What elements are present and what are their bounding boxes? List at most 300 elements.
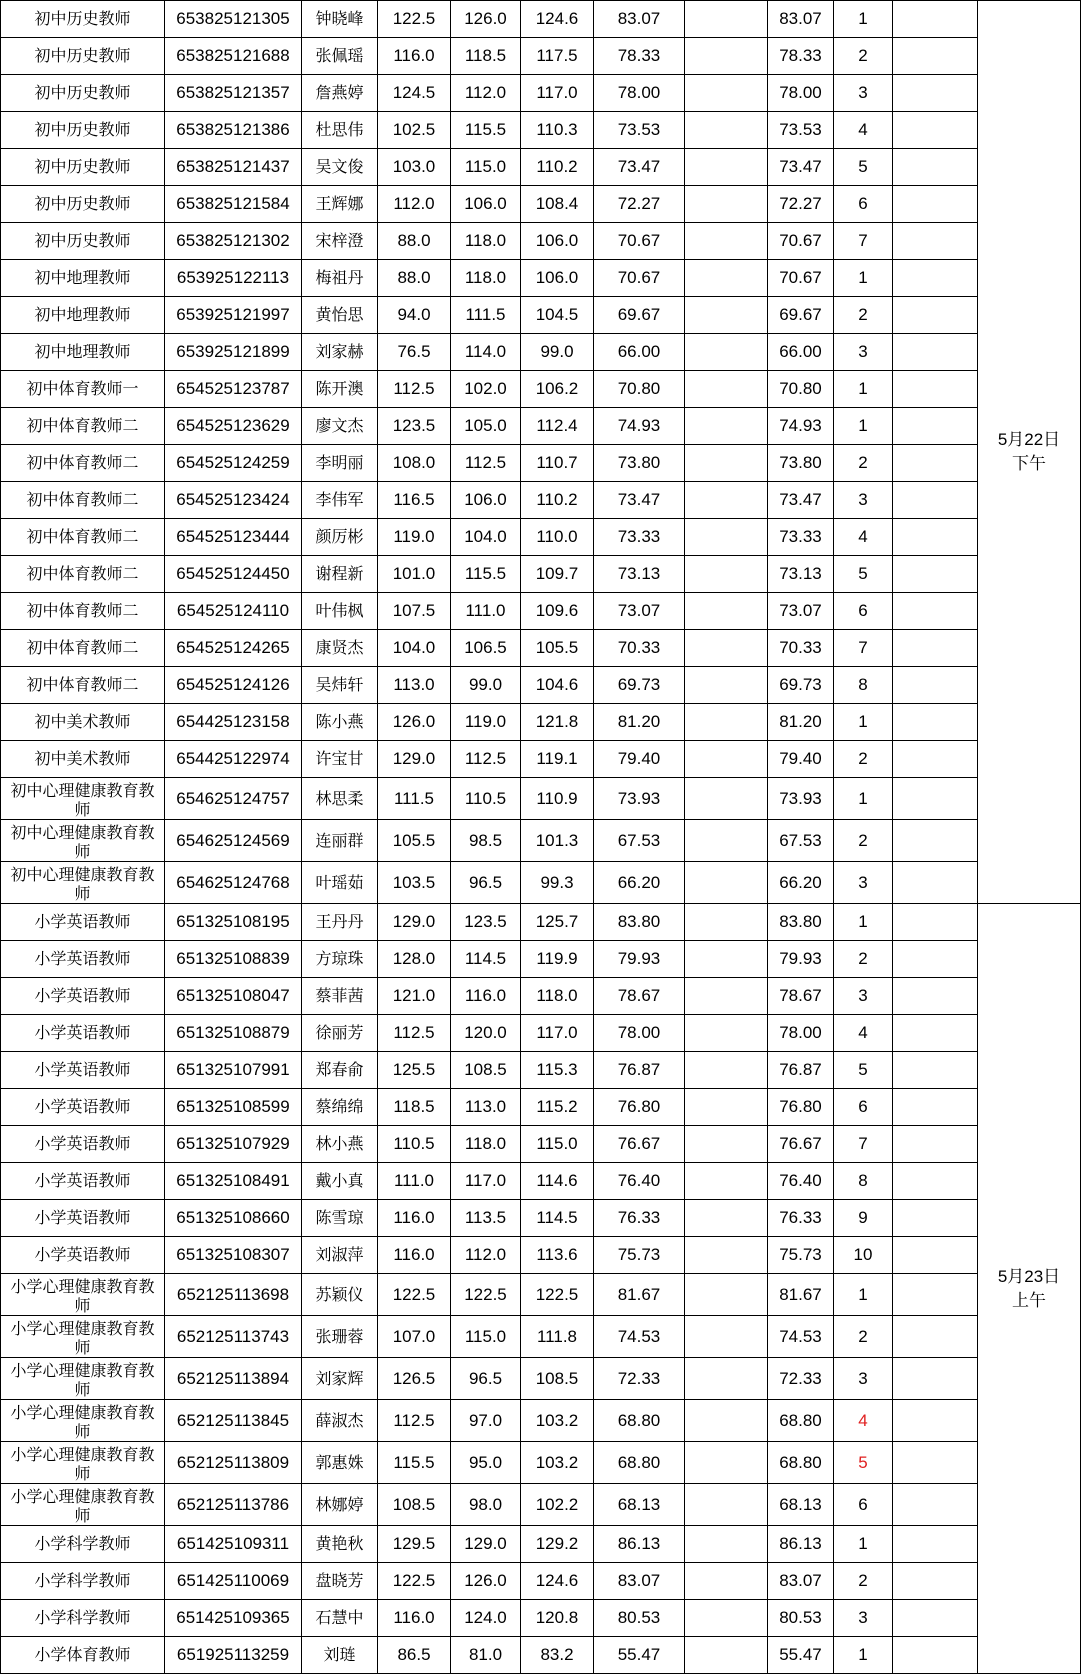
candidate-name-cell: 许宝甘 [302,741,378,778]
converted-score-cell: 80.53 [594,1600,685,1637]
converted-score-cell: 73.80 [594,445,685,482]
total-score-cell: 74.93 [768,408,834,445]
candidate-name-cell: 陈雪琼 [302,1200,378,1237]
weighted-score-cell: 99.0 [521,334,594,371]
exam-id-cell: 651325108047 [165,978,302,1015]
weighted-score-cell: 120.8 [521,1600,594,1637]
job-post-cell: 初中历史教师 [1,186,165,223]
exam-id-cell: 654425122974 [165,741,302,778]
score-2-cell: 116.0 [451,978,521,1015]
table-row [1,1637,1081,1674]
note-cell [893,1200,978,1237]
converted-score-cell: 81.67 [594,1274,685,1316]
rank-cell: 4 [834,1015,893,1052]
job-post-cell: 初中历史教师 [1,1,165,38]
score-1-cell: 124.5 [378,75,451,112]
job-post-cell: 初中美术教师 [1,704,165,741]
exam-id-cell: 653825121302 [165,223,302,260]
job-post-cell: 小学心理健康教育教师 [1,1484,165,1526]
score-1-cell: 111.0 [378,1163,451,1200]
bonus-cell [685,482,768,519]
exam-id-cell: 654525123424 [165,482,302,519]
table-row [1,1442,1081,1484]
exam-id-cell: 651425110069 [165,1563,302,1600]
table-row [1,371,1081,408]
candidate-name-cell: 王辉娜 [302,186,378,223]
session-time-cell [978,904,1081,1674]
candidate-name-cell: 蔡绵绵 [302,1089,378,1126]
score-2-cell: 81.0 [451,1637,521,1674]
weighted-score-cell: 103.2 [521,1400,594,1442]
weighted-score-cell: 115.0 [521,1126,594,1163]
total-score-cell: 78.33 [768,38,834,75]
job-post-cell: 初中地理教师 [1,334,165,371]
score-2-cell: 112.5 [451,445,521,482]
weighted-score-cell: 114.6 [521,1163,594,1200]
total-score-cell: 78.00 [768,1015,834,1052]
note-cell [893,820,978,862]
converted-score-cell: 72.27 [594,186,685,223]
job-post-cell: 初中历史教师 [1,223,165,260]
job-post-cell: 初中体育教师二 [1,556,165,593]
rank-cell: 5 [834,556,893,593]
exam-id-cell: 651325107991 [165,1052,302,1089]
candidate-name-cell: 林小燕 [302,1126,378,1163]
rank-cell: 3 [834,1600,893,1637]
bonus-cell [685,75,768,112]
bonus-cell [685,862,768,904]
job-post-cell: 小学英语教师 [1,1052,165,1089]
weighted-score-cell: 129.2 [521,1526,594,1563]
note-cell [893,556,978,593]
job-post-cell: 初中体育教师二 [1,408,165,445]
bonus-cell [685,149,768,186]
weighted-score-cell: 108.4 [521,186,594,223]
total-score-cell: 80.53 [768,1600,834,1637]
job-post-cell: 初中美术教师 [1,741,165,778]
converted-score-cell: 78.00 [594,75,685,112]
exam-id-cell: 653825121305 [165,1,302,38]
rank-cell: 2 [834,297,893,334]
converted-score-cell: 69.73 [594,667,685,704]
exam-id-cell: 654525123629 [165,408,302,445]
score-2-cell: 129.0 [451,1526,521,1563]
total-score-cell: 70.67 [768,223,834,260]
exam-id-cell: 651325108491 [165,1163,302,1200]
candidate-name-cell: 刘淑萍 [302,1237,378,1274]
note-cell [893,223,978,260]
exam-id-cell: 651425109365 [165,1600,302,1637]
score-2-cell: 97.0 [451,1400,521,1442]
rank-cell: 1 [834,1526,893,1563]
score-2-cell: 99.0 [451,667,521,704]
table-row [1,260,1081,297]
rank-cell: 1 [834,904,893,941]
weighted-score-cell: 125.7 [521,904,594,941]
converted-score-cell: 69.67 [594,297,685,334]
weighted-score-cell: 103.2 [521,1442,594,1484]
exam-id-cell: 651325108839 [165,941,302,978]
weighted-score-cell: 117.0 [521,1015,594,1052]
table-row [1,556,1081,593]
rank-cell: 1 [834,1,893,38]
note-cell [893,186,978,223]
weighted-score-cell: 104.5 [521,297,594,334]
job-post-cell: 小学英语教师 [1,978,165,1015]
score-1-cell: 104.0 [378,630,451,667]
candidate-name-cell: 李明丽 [302,445,378,482]
score-1-cell: 125.5 [378,1052,451,1089]
rank-cell: 6 [834,186,893,223]
score-2-cell: 124.0 [451,1600,521,1637]
total-score-cell: 86.13 [768,1526,834,1563]
candidate-name-cell: 张珊蓉 [302,1316,378,1358]
note-cell [893,334,978,371]
score-2-cell: 112.5 [451,741,521,778]
bonus-cell [685,112,768,149]
total-score-cell: 68.80 [768,1400,834,1442]
score-2-cell: 106.5 [451,630,521,667]
note-cell [893,1274,978,1316]
candidate-name-cell: 吴文俊 [302,149,378,186]
candidate-name-cell: 吴炜轩 [302,667,378,704]
score-1-cell: 108.5 [378,1484,451,1526]
bonus-cell [685,1163,768,1200]
table-row [1,741,1081,778]
score-2-cell: 106.0 [451,482,521,519]
total-score-cell: 73.47 [768,149,834,186]
score-2-cell: 98.0 [451,1484,521,1526]
exam-id-cell: 654525124259 [165,445,302,482]
total-score-cell: 72.27 [768,186,834,223]
score-1-cell: 122.5 [378,1274,451,1316]
table-row [1,445,1081,482]
note-cell [893,593,978,630]
total-score-cell: 76.67 [768,1126,834,1163]
score-2-cell: 118.0 [451,223,521,260]
score-1-cell: 111.5 [378,778,451,820]
bonus-cell [685,334,768,371]
score-2-cell: 118.0 [451,1126,521,1163]
exam-id-cell: 653925121899 [165,334,302,371]
total-score-cell: 73.33 [768,519,834,556]
job-post-cell: 小学英语教师 [1,1237,165,1274]
candidate-name-cell: 林娜婷 [302,1484,378,1526]
converted-score-cell: 66.00 [594,334,685,371]
note-cell [893,904,978,941]
job-post-cell: 初中地理教师 [1,297,165,334]
candidate-name-cell: 刘家赫 [302,334,378,371]
converted-score-cell: 81.20 [594,704,685,741]
note-cell [893,1600,978,1637]
total-score-cell: 73.93 [768,778,834,820]
converted-score-cell: 76.40 [594,1163,685,1200]
exam-id-cell: 654525124126 [165,667,302,704]
session-period: 上午 [1012,1290,1046,1310]
job-post-cell: 初中历史教师 [1,75,165,112]
job-post-cell: 小学体育教师 [1,1637,165,1674]
score-2-cell: 126.0 [451,1563,521,1600]
converted-score-cell: 78.33 [594,38,685,75]
bonus-cell [685,1274,768,1316]
total-score-cell: 68.13 [768,1484,834,1526]
score-2-cell: 96.5 [451,862,521,904]
table-row [1,778,1081,820]
converted-score-cell: 73.93 [594,778,685,820]
candidate-name-cell: 钟晓峰 [302,1,378,38]
table-row [1,1126,1081,1163]
score-1-cell: 119.0 [378,519,451,556]
converted-score-cell: 74.53 [594,1316,685,1358]
exam-id-cell: 654625124569 [165,820,302,862]
note-cell [893,1163,978,1200]
exam-id-cell: 654525124110 [165,593,302,630]
converted-score-cell: 66.20 [594,862,685,904]
bonus-cell [685,630,768,667]
weighted-score-cell: 102.2 [521,1484,594,1526]
rank-cell: 3 [834,482,893,519]
exam-id-cell: 651325108879 [165,1015,302,1052]
candidate-name-cell: 叶瑶茹 [302,862,378,904]
bonus-cell [685,38,768,75]
score-1-cell: 112.5 [378,371,451,408]
candidate-name-cell: 宋梓澄 [302,223,378,260]
total-score-cell: 73.07 [768,593,834,630]
weighted-score-cell: 110.7 [521,445,594,482]
bonus-cell [685,1200,768,1237]
note-cell [893,1089,978,1126]
converted-score-cell: 78.67 [594,978,685,1015]
score-1-cell: 76.5 [378,334,451,371]
rank-cell: 1 [834,704,893,741]
rank-cell: 1 [834,1274,893,1316]
note-cell [893,630,978,667]
exam-id-cell: 652125113743 [165,1316,302,1358]
job-post-cell: 初中体育教师二 [1,519,165,556]
rank-cell: 6 [834,1089,893,1126]
converted-score-cell: 83.80 [594,904,685,941]
bonus-cell [685,186,768,223]
converted-score-cell: 76.80 [594,1089,685,1126]
bonus-cell [685,223,768,260]
score-2-cell: 96.5 [451,1358,521,1400]
score-2-cell: 110.5 [451,778,521,820]
job-post-cell: 小学英语教师 [1,1015,165,1052]
candidate-name-cell: 颜厉彬 [302,519,378,556]
table-row [1,149,1081,186]
weighted-score-cell: 119.1 [521,741,594,778]
table-row [1,941,1081,978]
converted-score-cell: 83.07 [594,1,685,38]
bonus-cell [685,297,768,334]
job-post-cell: 小学心理健康教育教师 [1,1358,165,1400]
weighted-score-cell: 111.8 [521,1316,594,1358]
total-score-cell: 81.67 [768,1274,834,1316]
exam-id-cell: 653825121437 [165,149,302,186]
bonus-cell [685,1052,768,1089]
exam-id-cell: 651325107929 [165,1126,302,1163]
note-cell [893,704,978,741]
job-post-cell: 小学英语教师 [1,1200,165,1237]
total-score-cell: 69.67 [768,297,834,334]
score-1-cell: 116.0 [378,1600,451,1637]
rank-cell: 7 [834,223,893,260]
table-row [1,297,1081,334]
exam-id-cell: 652125113845 [165,1400,302,1442]
total-score-cell: 81.20 [768,704,834,741]
note-cell [893,741,978,778]
note-cell [893,667,978,704]
table-row [1,334,1081,371]
score-1-cell: 94.0 [378,297,451,334]
converted-score-cell: 70.33 [594,630,685,667]
rank-cell: 3 [834,978,893,1015]
exam-id-cell: 653925122113 [165,260,302,297]
job-post-cell: 初中历史教师 [1,112,165,149]
candidate-name-cell: 方琼珠 [302,941,378,978]
candidate-name-cell: 徐丽芳 [302,1015,378,1052]
candidate-name-cell: 苏颖仪 [302,1274,378,1316]
job-post-cell: 初中体育教师一 [1,371,165,408]
job-post-cell: 小学科学教师 [1,1600,165,1637]
table-row [1,593,1081,630]
table-row [1,1316,1081,1358]
rank-cell: 3 [834,75,893,112]
note-cell [893,1637,978,1674]
note-cell [893,1526,978,1563]
score-2-cell: 104.0 [451,519,521,556]
score-2-cell: 115.5 [451,556,521,593]
converted-score-cell: 70.67 [594,223,685,260]
score-1-cell: 101.0 [378,556,451,593]
total-score-cell: 73.47 [768,482,834,519]
candidate-name-cell: 薛淑杰 [302,1400,378,1442]
score-table-body [1,1,1081,1674]
score-1-cell: 88.0 [378,223,451,260]
weighted-score-cell: 109.7 [521,556,594,593]
rank-cell: 1 [834,371,893,408]
rank-cell: 6 [834,1484,893,1526]
bonus-cell [685,1600,768,1637]
note-cell [893,862,978,904]
rank-cell: 2 [834,741,893,778]
exam-id-cell: 654525123444 [165,519,302,556]
score-1-cell: 122.5 [378,1,451,38]
candidate-name-cell: 刘琏 [302,1637,378,1674]
total-score-cell: 70.80 [768,371,834,408]
candidate-name-cell: 陈小燕 [302,704,378,741]
note-cell [893,38,978,75]
rank-cell: 8 [834,667,893,704]
candidate-name-cell: 杜思伟 [302,112,378,149]
total-score-cell: 69.73 [768,667,834,704]
weighted-score-cell: 99.3 [521,862,594,904]
job-post-cell: 小学心理健康教育教师 [1,1442,165,1484]
weighted-score-cell: 110.9 [521,778,594,820]
score-1-cell: 121.0 [378,978,451,1015]
score-1-cell: 108.0 [378,445,451,482]
converted-score-cell: 73.53 [594,112,685,149]
bonus-cell [685,1126,768,1163]
converted-score-cell: 78.00 [594,1015,685,1052]
score-2-cell: 111.0 [451,593,521,630]
candidate-name-cell: 梅祖丹 [302,260,378,297]
weighted-score-cell: 113.6 [521,1237,594,1274]
exam-id-cell: 652125113698 [165,1274,302,1316]
job-post-cell: 小学科学教师 [1,1563,165,1600]
table-row [1,1,1081,38]
exam-id-cell: 651925113259 [165,1637,302,1674]
job-post-cell: 初中心理健康教育教师 [1,862,165,904]
table-row [1,223,1081,260]
score-1-cell: 129.0 [378,904,451,941]
note-cell [893,941,978,978]
candidate-name-cell: 陈开澳 [302,371,378,408]
table-row [1,112,1081,149]
job-post-cell: 初中心理健康教育教师 [1,820,165,862]
score-2-cell: 112.0 [451,75,521,112]
table-row [1,1274,1081,1316]
candidate-name-cell: 刘家辉 [302,1358,378,1400]
table-row [1,519,1081,556]
rank-cell: 1 [834,778,893,820]
candidate-name-cell: 王丹丹 [302,904,378,941]
candidate-name-cell: 郑春俞 [302,1052,378,1089]
table-row [1,904,1081,941]
score-1-cell: 128.0 [378,941,451,978]
score-2-cell: 108.5 [451,1052,521,1089]
bonus-cell [685,260,768,297]
score-1-cell: 116.0 [378,1237,451,1274]
score-2-cell: 106.0 [451,186,521,223]
score-1-cell: 115.5 [378,1442,451,1484]
weighted-score-cell: 106.0 [521,260,594,297]
bonus-cell [685,1089,768,1126]
job-post-cell: 初中体育教师二 [1,630,165,667]
session-date: 5月23日 [997,1266,1061,1286]
total-score-cell: 83.07 [768,1563,834,1600]
exam-id-cell: 654525124450 [165,556,302,593]
session-time-cell [978,1,1081,904]
job-post-cell: 小学心理健康教育教师 [1,1316,165,1358]
converted-score-cell: 67.53 [594,820,685,862]
rank-cell: 4 [834,112,893,149]
converted-score-cell: 68.80 [594,1400,685,1442]
job-post-cell: 初中心理健康教育教师 [1,778,165,820]
converted-score-cell: 75.73 [594,1237,685,1274]
score-1-cell: 107.0 [378,1316,451,1358]
table-row [1,408,1081,445]
rank-cell: 1 [834,408,893,445]
candidate-name-cell: 叶伟枫 [302,593,378,630]
table-row [1,630,1081,667]
rank-cell: 2 [834,820,893,862]
weighted-score-cell: 115.2 [521,1089,594,1126]
bonus-cell [685,1563,768,1600]
total-score-cell: 66.00 [768,334,834,371]
converted-score-cell: 79.93 [594,941,685,978]
exam-id-cell: 651325108599 [165,1089,302,1126]
score-1-cell: 88.0 [378,260,451,297]
bonus-cell [685,1015,768,1052]
weighted-score-cell: 121.8 [521,704,594,741]
total-score-cell: 68.80 [768,1442,834,1484]
total-score-cell: 70.33 [768,630,834,667]
table-row [1,978,1081,1015]
exam-id-cell: 654525124265 [165,630,302,667]
rank-cell: 2 [834,38,893,75]
converted-score-cell: 76.67 [594,1126,685,1163]
